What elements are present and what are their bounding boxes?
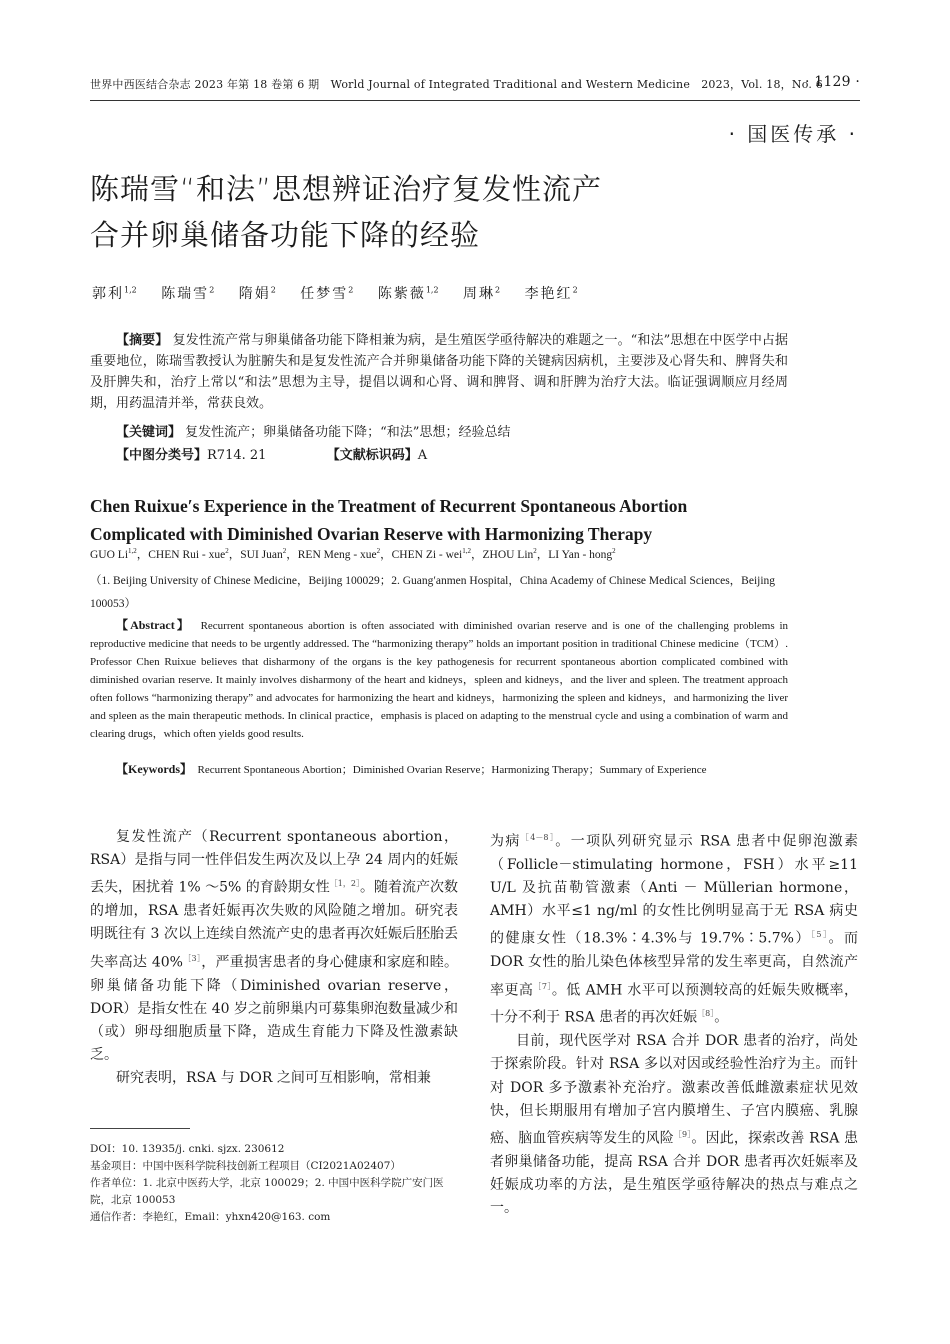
- citation-ref: ［7］: [533, 981, 552, 991]
- footnote-doi: DOI：10. 13935/j. cnki. sjzx. 230612: [90, 1143, 285, 1155]
- author-en: SUI Juan$^2$: [240, 547, 287, 561]
- keywords-cn: [116, 421, 786, 440]
- running-header: [90, 74, 860, 94]
- author-en: GUO Li$^{1,2}$: [90, 547, 137, 561]
- footnote-affiliation: 作者单位：1. 北京中医药大学，北京 100029；2. 中国中医科学院广安门医院，北京 100053: [90, 1177, 444, 1206]
- title-cn-line-2: 合并卵巢储备功能下降的经验: [90, 218, 481, 252]
- keywords-en: [90, 760, 788, 779]
- abstract-cn-text: 复发性流产常与卵巢储备功能下降相兼为病，是生殖医学亟待解决的难题之一。“和法”思想在中医学中占据重要地位，陈瑞雪教授认为脏腑失和是复发性流产合并卵巢储备功能下降的关键病因病机，主要涉及心肾失和、脾肾失和及肝脾失和，治疗上常以“和法”思想为主导，提倡以调和心肾、调和脾肾、调和肝脾为治疗大法。临证强调顺应月经周期，用药温清并举，常获良效。: [90, 333, 788, 411]
- header-divider: [90, 100, 860, 101]
- keywords-en-label: 【Keywords】: [116, 762, 192, 776]
- citation-ref: ［3］: [182, 953, 202, 963]
- body-paragraph: 为病$^{[4-8]}$。一项队列研究显示 RSA 患者中促卵泡激素（Follicle－stimulating hormone，FSH）水平≥11 U/L 及抗苗勒管激素（Anti － Müllerian hormone，AMH）水平≤1 ng/ml 的女性比例明显高于无 RSA 病史的健康女性（18.3%∶4.3%与 19.7%∶5.7%）$^{[5]}$。而 DOR 女性的胎儿染色体核型异常的发生率更高，自然流产率更高$^{[7]}$。低 AMH 水平可以预测较高的妊娠失败概率，十分不利于 RSA 患者的再次妊娠$^{[8]}$。: [490, 833, 859, 1027]
- author-list-en: GUO Li$^{1,2}$，CHEN Rui - xue$^2$，SUI Juan$^2$，REN Meng - xue$^2$，CHEN Zi - wei$^{1,2}$，ZHOU Lin$^2$，LI Yan - hong$^2$: [90, 547, 616, 561]
- abstract-en-text: Recurrent spontaneous abortion is often associated with diminished ovarian reserve and is one of the challenging problems in reproductive medicine that needs to be urgently addressed. The “harmonizing therapy” holds an important position in traditional Chinese medicine（TCM）. Professor Chen Ruixue believes that disharmony of the organs is the key pathogenesis for recurrent spontaneous abortion complicated combined with diminished ovarian reserve. It mainly involves disharmony of the heart and kidneys，spleen and kidneys，and the liver and spleen. The treatment approach often follows “harmonizing therapy” and advocates for harmonizing the heart and kidneys，harmonizing the spleen and kidneys，and harmonizing the liver and spleen as the main therapeutic methods. In clinical practice，emphasis is placed on adapting to the menstrual cycle and using a combination of warm and clearing drugs，which often yields good results.: [90, 620, 788, 740]
- author-cn: 郭利$^{1,2}$: [92, 285, 137, 302]
- doc-code-label: 【文献标识码】: [326, 448, 418, 463]
- journal-citation: 世界中西医结合杂志 2023 年第 18 卷第 6 期 World Journal of Integrated Traditional and Western Medicine 2023，Vol. 18，No. 6: [90, 78, 823, 91]
- author-cn: 周琳$^2$: [463, 285, 501, 302]
- title-cn-line-1: 陈瑞雪“和法”思想辨证治疗复发性流产: [90, 172, 603, 206]
- keywords-cn-label: 【关键词】: [116, 425, 182, 440]
- citation-ref: ［4－8］: [520, 833, 556, 842]
- author-en: CHEN Zi - wei$^{1,2}$: [391, 547, 471, 561]
- author-en: LI Yan - hong$^2$: [548, 547, 616, 561]
- author-cn: 陈瑞雪$^2$: [161, 285, 215, 302]
- affiliations-en: （1. Beijing University of Chinese Medicine，Beijing 100029；2. Guang′anmen Hospital，China Academy of Chinese Medical Sciences，Beijing 100053）: [90, 575, 776, 610]
- citation-ref: ［5］: [810, 930, 829, 940]
- author-cn: 隋娟$^2$: [238, 285, 276, 302]
- author-cn: 陈紫薇$^{1,2}$: [377, 285, 439, 302]
- body-paragraph: 研究表明，RSA 与 DOR 之间可互相影响，常相兼: [116, 1070, 431, 1087]
- clc-label: 【中图分类号】: [116, 448, 208, 463]
- clc-value: R714. 21: [207, 448, 267, 463]
- column-tag: · 国医传承 ·: [728, 122, 858, 146]
- footnote-corresponding: 通信作者：李艳红，Email：yhxn420@163. com: [90, 1211, 331, 1223]
- citation-ref: ［9］: [673, 1130, 692, 1140]
- page-number: · 1129 ·: [804, 74, 860, 90]
- body-paragraph: 目前，现代医学对 RSA 合并 DOR 患者的治疗，尚处于探索阶段。针对 RSA 多以对因或经验性治疗为主。而针对 DOR 多予激素补充治疗。激素改善低雌激素症状见效快，但长期服用有增加子宫内膜增生、子宫内膜癌、乳腺癌、脑血管疾病等发生的风险$^{[9]}$。因此，探索改善 RSA 患者卵巢储备功能，提高 RSA 合并 DOR 患者再次妊娠率及妊娠成功率的方法，是生殖医学亟待解决的热点与难点之一。: [490, 1033, 858, 1217]
- body-paragraph: 复发性流产（Recurrent spontaneous abortion，RSA）是指与同一性伴侣发生两次及以上孕 24 周内的妊娠丢失，困扰着 1% ～5% 的育龄期女性$^{[1,2]}$。随着流产次数的增加，RSA 患者妊娠再次失败的风险随之增加。研究表明既往有 3 次以上连续自然流产史的患者再次妊娠后胚胎丢失率高达 40%$^{[3]}$，严重损害患者的身心健康和家庭和睦。卵巢储备功能下降（Diminished ovarian reserve，DOR）是指女性在 40 岁之前卵巢内可募集卵泡数量减少和（或）卵母细胞质量下降，造成生育能力下降及性激素缺乏。: [90, 829, 458, 1064]
- article-title-cn: [90, 166, 790, 258]
- author-en: CHEN Rui - xue$^2$: [148, 547, 229, 561]
- footnotes: [90, 1141, 462, 1226]
- abstract-cn-label: 【摘要】: [116, 333, 169, 348]
- citation-ref: ［1，2］: [329, 879, 360, 889]
- abstract-cn: [90, 330, 788, 414]
- body-column-left: [90, 826, 458, 1091]
- abstract-en-label: 【Abstract】: [116, 618, 191, 632]
- author-cn: 任梦雪$^2$: [300, 285, 354, 302]
- classification-line: [116, 444, 786, 463]
- author-en: ZHOU Lin$^2$: [482, 547, 537, 561]
- citation-ref: ［8］: [697, 1009, 715, 1019]
- author-cn: 李艳红$^2$: [524, 285, 578, 302]
- doc-code-value: A: [417, 448, 428, 463]
- keywords-cn-text: 复发性流产；卵巢储备功能下降；“和法”思想；经验总结: [185, 425, 511, 440]
- author-en: REN Meng - xue$^2$: [297, 547, 381, 561]
- author-list-cn: [92, 283, 596, 303]
- title-en-line-1: Chen Ruixue′s Experience in the Treatment of Recurrent Spontaneous Abortion: [90, 496, 688, 516]
- body-column-right: [490, 826, 858, 1221]
- article-title-en: [90, 492, 790, 548]
- footnote-divider: [90, 1128, 190, 1129]
- footnote-fund: 基金项目：中国中医科学院科技创新工程项目（CI2021A02407）: [90, 1160, 401, 1172]
- title-en-line-2: Complicated with Diminished Ovarian Reserve with Harmonizing Therapy: [90, 524, 653, 544]
- abstract-en: [90, 616, 788, 743]
- keywords-en-text: Recurrent Spontaneous Abortion；Diminished Ovarian Reserve；Harmonizing Therapy；Summary of Experience: [197, 764, 707, 776]
